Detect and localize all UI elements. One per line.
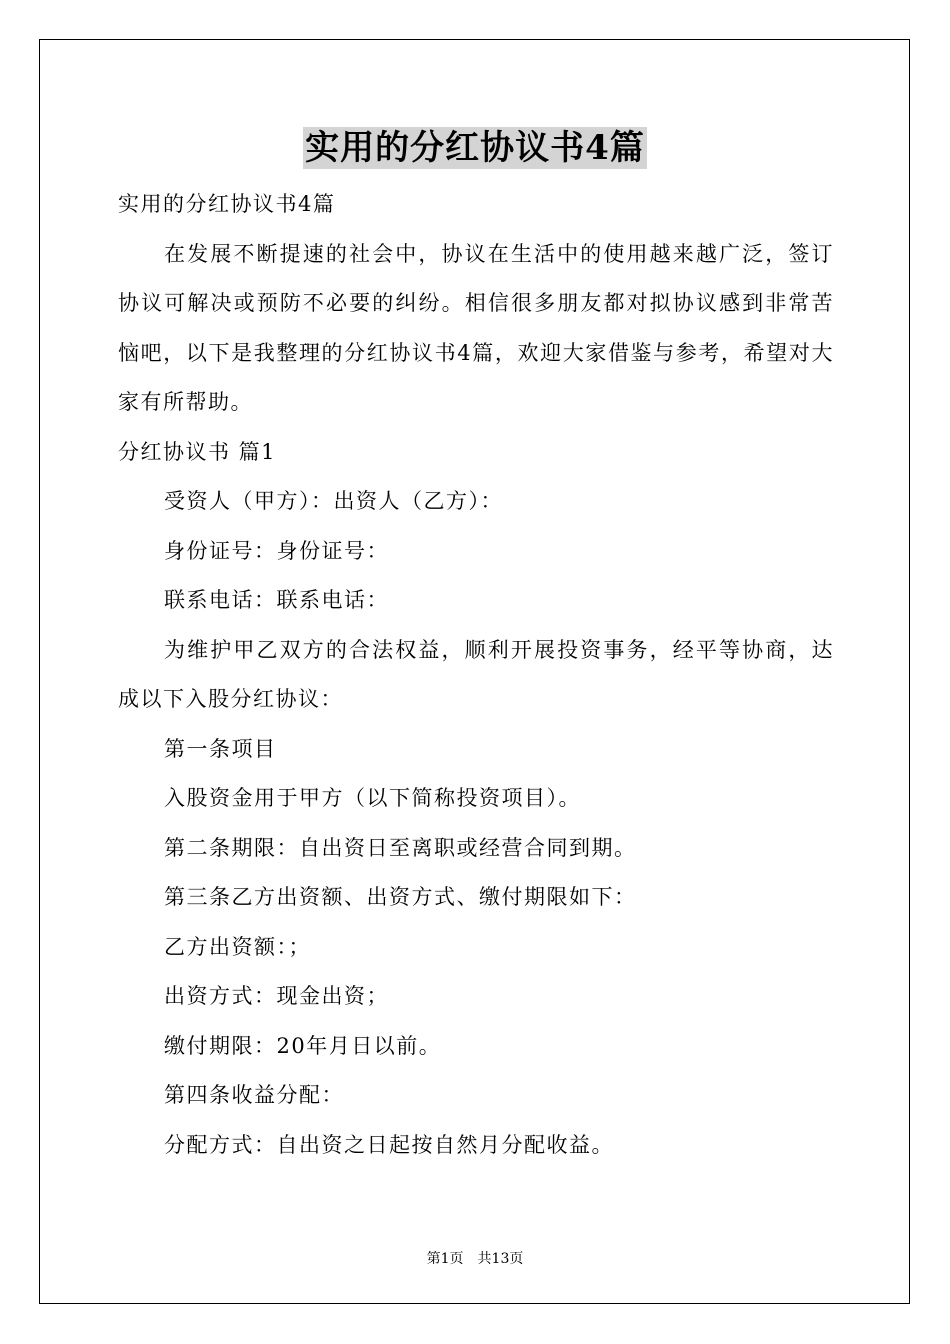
body-line-purpose: 为维护甲乙双方的合法权益，顺利开展投资事务，经平等协商，达成以下入股分红协议：: [118, 637, 834, 711]
document-body: [118, 180, 834, 1170]
intro-paragraph: 在发展不断提速的社会中，协议在生活中的使用越来越广泛，签订协议可解决或预防不必要的纠纷。相信很多朋友都对拟协议感到非常苦恼吧，以下是我整理的分红协议书4篇，欢迎大家借鉴与参考，希望对大家有所帮助。: [118, 241, 834, 414]
title-wrap: [0, 127, 950, 169]
document-title: 实用的分红协议书4篇: [305, 128, 645, 168]
document-subtitle: 实用的分红协议书4篇: [118, 192, 336, 216]
body-line-parties: 受资人（甲方）：出资人（乙方）：: [164, 489, 503, 513]
body-line-article-1: 第一条项目: [164, 736, 277, 761]
page-footer: [0, 1250, 950, 1268]
body-line-deadline: 缴付期限：20年月日以前。: [164, 1033, 442, 1058]
body-line-distribution: 分配方式：自出资之日起按自然月分配收益。: [164, 1132, 614, 1157]
body-line-method: 出资方式：现金出资；: [164, 984, 389, 1008]
body-line-id-number: 身份证号：身份证号：: [164, 538, 389, 563]
page-number-current: 第1页: [426, 1251, 464, 1267]
body-line-fund-use: 入股资金用于甲方（以下简称投资项目）。: [164, 786, 581, 810]
body-line-article-3: 第三条乙方出资额、出资方式、缴付期限如下：: [164, 885, 637, 909]
body-line-article-2: 第二条期限：自出资日至离职或经营合同到期。: [164, 835, 637, 860]
section-heading: 分红协议书 篇1: [118, 439, 277, 464]
page-number-total: 共13页: [477, 1251, 524, 1267]
body-line-article-4: 第四条收益分配：: [164, 1083, 344, 1107]
body-line-phone: 联系电话：联系电话：: [164, 588, 389, 612]
body-line-amount: 乙方出资额：；: [164, 934, 311, 959]
